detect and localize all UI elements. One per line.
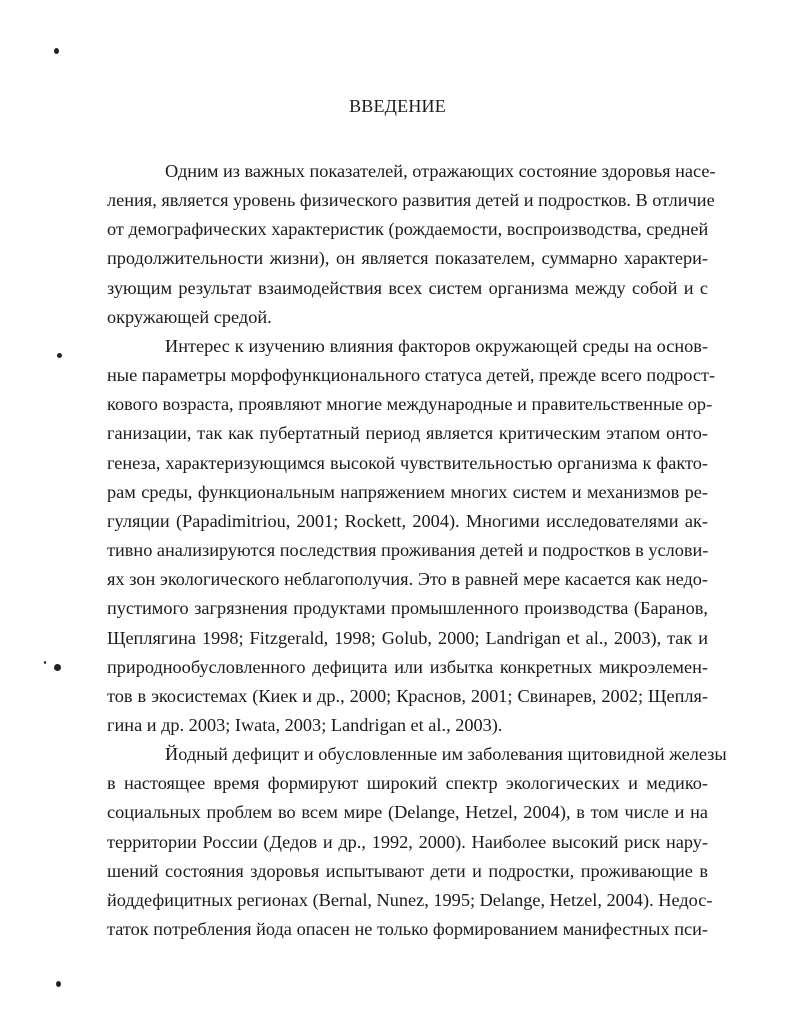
text-line: Щеплягина 1998; Fitzgerald, 1998; Golub, 2000; Landrigan et al., 2003), так и bbox=[107, 627, 708, 648]
text-line: зующим результат взаимодействия всех систем организма между собой и с bbox=[107, 277, 708, 298]
text-line: Йодный дефицит и обусловленные им заболевания щитовидной железы bbox=[165, 744, 727, 765]
text-line: Одним из важных показателей, отражающих состояние здоровья насе- bbox=[165, 161, 716, 181]
text-line: кового возраста, проявляют многие международные и правительственные ор- bbox=[107, 394, 713, 415]
scan-speck bbox=[54, 664, 61, 671]
text-line: шений состояния здоровья испытывают дети и подростки, проживающие в bbox=[107, 860, 708, 881]
text-line: от демографических характеристик (рождаемости, воспроизводства, средней bbox=[107, 219, 709, 240]
text-line: ганизации, так как пубертатный период является критическим этапом онто- bbox=[107, 423, 708, 444]
page-title: ВВЕДЕНИЕ bbox=[349, 96, 446, 116]
scan-speck bbox=[57, 353, 62, 358]
document-body bbox=[107, 157, 727, 944]
text-line: окружающей средой. bbox=[107, 306, 272, 327]
text-line: социальных проблем во всем мире (Delange, Hetzel, 2004), в том числе и на bbox=[107, 802, 708, 823]
text-line: продолжительности жизни), он является показателем, суммарно характери- bbox=[107, 248, 708, 269]
scan-speck bbox=[44, 661, 46, 664]
text-line: йоддефицитных регионах (Bernal, Nunez, 1995; Delange, Hetzel, 2004). Недос- bbox=[107, 889, 713, 910]
text-line: гуляции (Papadimitriou, 2001; Rockett, 2004). Многими исследователями ак- bbox=[107, 510, 708, 531]
text-line: ления, является уровень физического развития детей и подростков. В отличие bbox=[107, 190, 715, 211]
scan-speck bbox=[54, 48, 59, 54]
text-line: тов в экосистемах (Киек и др., 2000; Краснов, 2001; Свинарев, 2002; Щепля- bbox=[107, 685, 708, 706]
scan-speck bbox=[56, 981, 61, 987]
text-line: тивно анализируются последствия проживания детей и подростков в услови- bbox=[107, 540, 709, 561]
text-line: таток потребления йода опасен не только формированием манифестных пси- bbox=[107, 919, 708, 940]
text-line: ях зон экологического неблагополучия. Это в равней мере касается как недо- bbox=[107, 569, 708, 590]
text-line: рам среды, функциональным напряжением многих систем и механизмов ре- bbox=[107, 481, 708, 502]
text-line: территории России (Дедов и др., 1992, 2000). Наиболее высокий риск нару- bbox=[107, 831, 708, 852]
text-line: генеза, характеризующимся высокой чувствительностью организма к факто- bbox=[107, 452, 708, 473]
text-line: природнообусловленного дефицита или избытка конкретных микроэлемен- bbox=[107, 656, 708, 677]
text-line: в настоящее время формируют широкий спектр экологических и медико- bbox=[107, 773, 708, 794]
text-line: ные параметры морфофункционального статуса детей, прежде всего подрост- bbox=[107, 365, 716, 386]
text-line: Интерес к изучению влияния факторов окружающей среды на основ- bbox=[165, 335, 708, 356]
text-line: гина и др. 2003; Iwata, 2003; Landrigan et al., 2003). bbox=[107, 714, 503, 735]
text-line: пустимого загрязнения продуктами промышленного производства (Баранов, bbox=[107, 598, 708, 619]
